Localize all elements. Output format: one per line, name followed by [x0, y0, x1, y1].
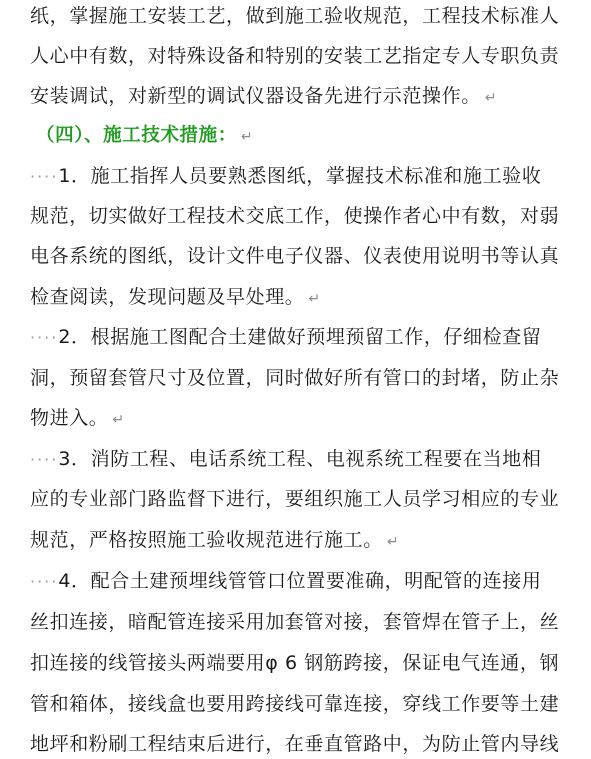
- text-line: [30, 444, 541, 474]
- text-line: [30, 689, 559, 719]
- text-line: [30, 241, 559, 271]
- line-text: 3．消防工程、电话系统工程、电视系统工程要在当地相: [58, 448, 542, 470]
- paragraph-mark-icon: ↵: [386, 534, 399, 550]
- text-line: [30, 403, 124, 433]
- line-text: 4．配合土建预埋线管管口位置要准确，明配管的连接用: [58, 570, 542, 592]
- text-line: [30, 161, 541, 191]
- line-text: 2．根据施工图配合土建做好预埋预留工作，仔细检查留: [58, 326, 542, 348]
- indent-dots: ····: [30, 328, 59, 347]
- text-line: [30, 1, 559, 31]
- line-text: 检查阅读，发现问题及早处理。: [30, 286, 305, 308]
- line-text: 扣连接的线管接头两端要用φ 6 钢筋跨接，保证电气连通，钢: [30, 652, 560, 674]
- section-heading: [36, 121, 253, 151]
- text-line: [30, 81, 497, 111]
- paragraph-mark-icon: ↵: [484, 90, 497, 106]
- line-text: 丝扣连接，暗配管连接采用加套管对接，套管焊在管子上，丝: [30, 611, 560, 633]
- paragraph-mark-icon: ↵: [308, 291, 321, 307]
- text-line: [30, 363, 559, 393]
- heading-text: （四）、施工技术措施：: [36, 125, 237, 146]
- text-line: [30, 607, 559, 637]
- indent-dots: ····: [30, 167, 59, 186]
- line-text: 人心中有数，对特殊设备和特别的安装工艺指定专人专职负责: [30, 45, 560, 67]
- text-line: [30, 525, 399, 555]
- line-text: 纸，掌握施工安装工艺，做到施工验收规范，工程技术标准人: [30, 5, 560, 27]
- text-line: [30, 648, 559, 678]
- paragraph-mark-icon: ↵: [112, 412, 125, 428]
- line-text: 应的专业部门路监督下进行，要组织施工人员学习相应的专业: [30, 488, 560, 510]
- indent-dots: ····: [30, 572, 59, 591]
- line-text: 规范，严格按照施工验收规范进行施工。: [30, 529, 383, 551]
- text-line: [30, 201, 559, 231]
- text-line: [30, 322, 541, 352]
- text-line: [30, 729, 559, 759]
- line-text: 地坪和粉刷工程结束后进行，在垂直管路中，为防止管内导线: [30, 733, 560, 755]
- line-text: 安装调试，对新型的调试仪器设备先进行示范操作。: [30, 85, 481, 107]
- line-text: 物进入。: [30, 407, 109, 429]
- paragraph-mark-icon: ↵: [240, 129, 253, 145]
- text-line: [30, 566, 541, 596]
- line-text: 1．施工指挥人员要熟悉图纸，掌握技术标准和施工验收: [58, 165, 542, 187]
- line-text: 电各系统的图纸，设计文件电子仪器、仪表使用说明书等认真: [30, 245, 560, 267]
- indent-dots: ····: [30, 450, 59, 469]
- line-text: 洞，预留套管尺寸及位置，同时做好所有管口的封堵，防止杂: [30, 367, 560, 389]
- line-text: 规范，切实做好工程技术交底工作，使操作者心中有数，对弱: [30, 205, 560, 227]
- text-line: [30, 282, 320, 312]
- text-line: [30, 41, 559, 71]
- line-text: 管和箱体，接线盒也要用跨接线可靠连接，穿线工作要等土建: [30, 693, 560, 715]
- text-line: [30, 484, 559, 514]
